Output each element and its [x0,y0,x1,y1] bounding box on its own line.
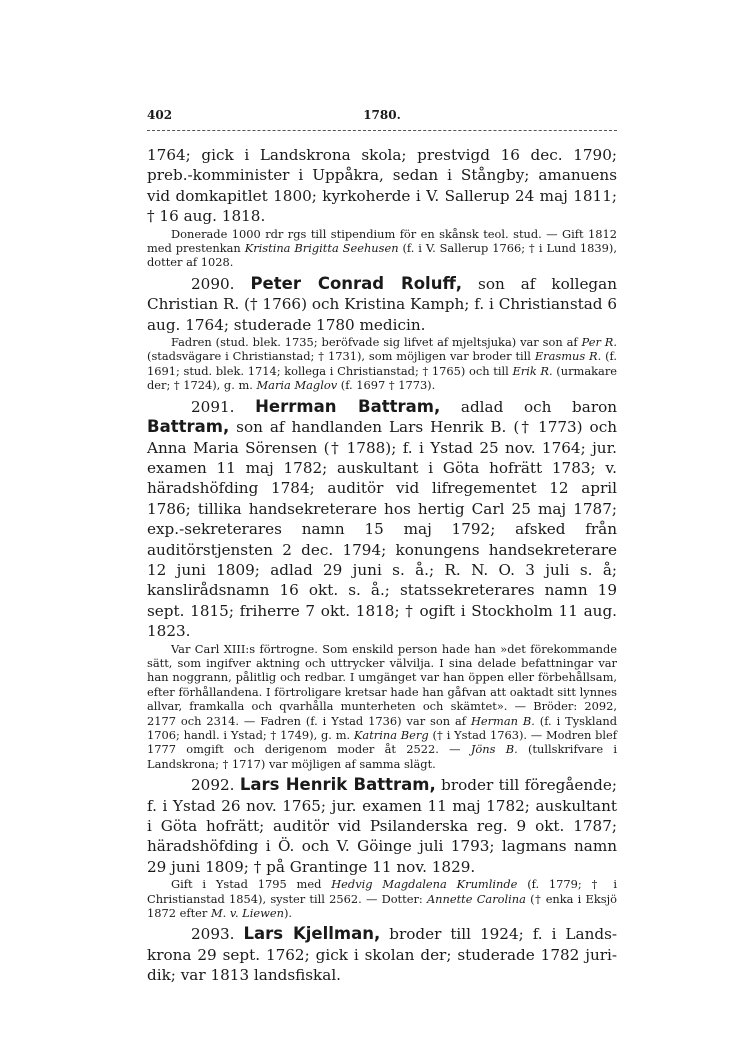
text-run: Fadren (stud. blek. 1735; beröfvade sig lifvet af mjeltsjuka) var son af [171,335,582,350]
person-name: Lars Kjellman, [243,924,381,944]
text-run: (f. 1691; stud. blek. 1714; kollega i Christianstad; † 1765) och till [147,349,617,378]
text-run: († enka i Eksjö 1872 efter [147,891,617,921]
italic-name: Hedvig Magdalena Krumlinde [331,877,518,892]
entry-2090-note [147,335,617,393]
person-name: Herrman Battram, [255,396,441,416]
running-title-year: 1780. [363,108,401,122]
entry-2089-note [147,227,617,270]
entry-number: 2090. [191,274,251,293]
italic-name: Herman B. [470,713,535,728]
italic-name: Katrina Berg [353,728,429,742]
person-name: Lars Henrik Battram, [239,775,436,795]
entry-2091-note [147,642,617,772]
text-run: broder till 1924; f. i Landskrona 29 sept. 1762; gick i skolan der; studerade 1782 juridik; var 1813 landsfiskal. [147,925,618,985]
italic-name: Kristina Brigitta Seehusen [244,241,399,256]
entry-2092-note [147,877,617,920]
entry-2089-continuation [147,145,617,227]
person-name: Peter Conrad Roluff, [250,273,463,293]
italic-name: Jöns B. [470,742,518,757]
italic-name: M. v. Liewen [210,906,284,921]
text-run: son af handlanden Lars Henrik B. († 1773) och Anna Maria Sörensen († 1788); f. i Ystad 25 nov. 1764; jur. examen 11 maj 1782; auskultant i Göta hofrätt 1783; v. häradshöfding 1784; auditör vid lifregementet 12 april 1786; tillika handsekreterare hos hertig Carl 25 maj 1787; exp.-sekreterares namn 15 maj 1792; afsked från auditörstjensten 2 dec. 1794; konungens handsekreterare 12 juni 1809; adlad 29 juni s. å.; R. N. O. 3 juli s. å; kanslirådsnamn 16 okt. s. å.; statssekreterares namn 19 sept. 1815; friherre 7 okt. 1818; † ogift i Stockholm 11 aug. 1823. [147,418,617,641]
italic-name: Maria Maglov [256,378,338,393]
text-run: adlad och baron [440,397,617,416]
entry-2093 [147,924,617,985]
entry-2091 [147,397,617,642]
text-run: Donerade 1000 rdr rgs till stipendium för en skånsk teol. stud. — Gift 1812 med prestenkan [147,226,617,256]
person-name: Battram, [147,417,230,437]
book-page [147,108,617,986]
text-run: († i Ystad 1763). — Modren blef 1777 omgift och derigenom moder åt 2522. — [147,728,617,757]
text-run: (f. i V. Sallerup 1766; † i Lund 1839), dotter af 1028. [147,241,617,270]
entry-2090 [147,274,617,335]
page-number: 402 [147,108,173,122]
text-run: (stadsvägare i Christianstad; † 1731), som möjligen var broder till [147,349,535,364]
italic-name: Annette Carolina [426,891,526,906]
text-run: broder till föregående; f. i Ystad 26 nov. 1765; jur. examen 11 maj 1782; auskultant i Göta hofrätt; auditör vid Psilanderska reg. 9 okt. 1787; häradshöfding i Ö. och V. Göinge juli 1793; lagmans namn 29 juni 1809; † på Grantinge 11 nov. 1829. [147,776,617,876]
italic-name: Per R. [581,335,617,350]
text-run: son af kollegan Christian R. († 1766) och Kristina Kamph; f. i Christianstad 6 aug. 1764; studerade 1780 medicin. [147,274,617,334]
text-run: ). [283,906,293,921]
entry-number: 2093. [191,925,244,944]
italic-name: Erik R. [512,363,553,378]
text-run: (f. 1697 † 1773). [337,378,436,393]
entry-2092 [147,775,617,877]
text-run: Var Carl XIII:s förtrogne. Som enskild person hade han »det förekommande sätt, som ingifver aktning och uttrycker välvilja. I sina delade befattningar var han noggrann, pålitlig och redbar. I umgänget var han öppen eller förbehållsam, efter förhållandena. I förtroligare kretsar hade han gåfvan att oaktadt sitt lynnes allvar, framkalla och qvarhålla munterheten och skämtet». — Bröder: 2092, 2177 och 2314. — Fadren (f. i Ystad 1736) var son af [147,641,617,728]
text-run: (f. 1779; † i Christianstad 1854), syster till 2562. — Dotter: [147,877,617,906]
text-run: Gift i Ystad 1795 med [171,877,332,892]
running-header [147,108,617,131]
entry-number: 2091. [191,397,256,416]
text-run: (tullskrifvare i Landskrona; † 1717) var möjligen af samma slägt. [147,742,617,771]
italic-name: Erasmus R. [534,349,602,364]
page-body [147,145,617,986]
text-run: 1764; gick i Landskrona skola; prestvigd 16 dec. 1790; preb.-komminister i Uppåkra, sedan i Stångby; amanuens vid domkapitlet 1800; kyrkoherde i V. Sallerup 24 maj 1811; † 16 aug. 1818. [147,146,617,226]
entry-number: 2092. [191,776,240,795]
text-run: (f. i Tyskland 1706; handl. i Ystad; † 1749), g. m. [147,713,617,742]
text-run: (urmakare der; † 1724), g. m. [147,363,617,393]
